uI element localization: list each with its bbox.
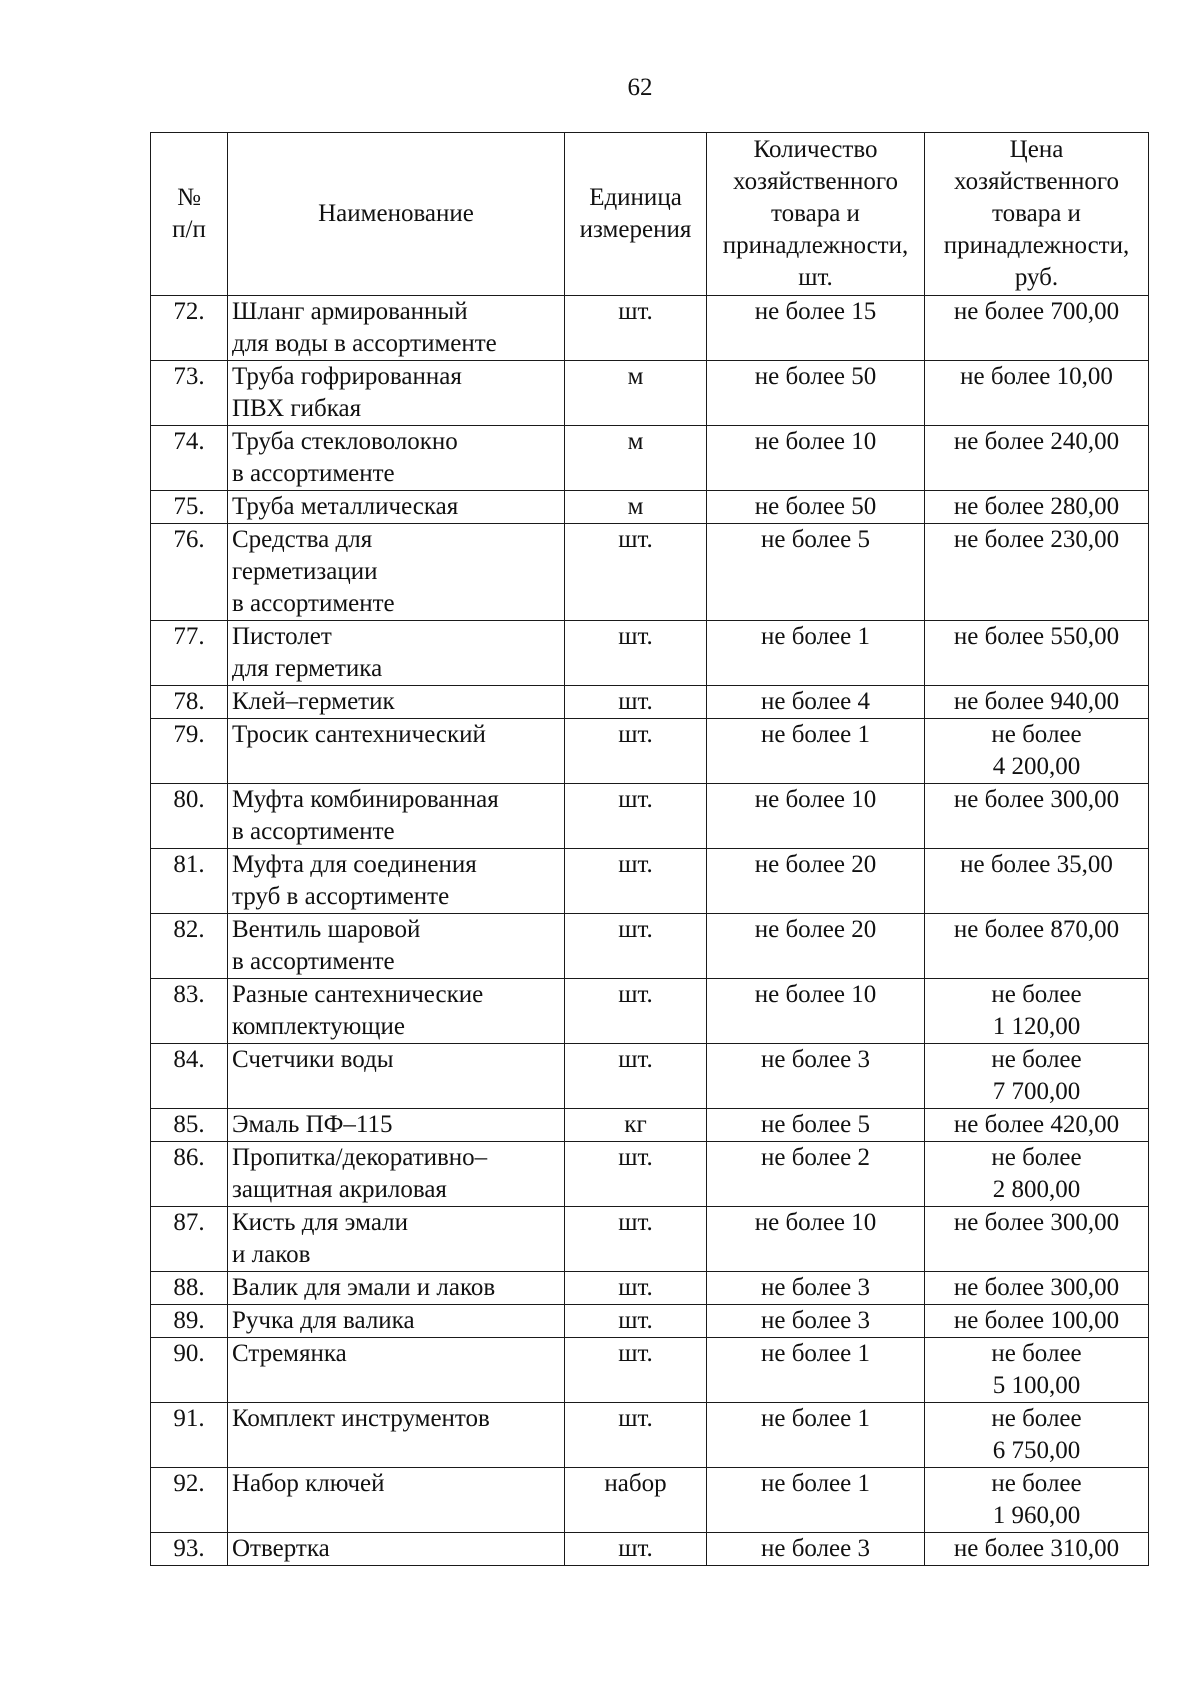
table-row — [151, 1044, 1149, 1109]
row-name: Эмаль ПФ–115 — [228, 1109, 565, 1142]
row-price: не более 1 120,00 — [925, 979, 1149, 1044]
row-price: не более 700,00 — [925, 296, 1149, 361]
row-number: 93. — [151, 1533, 228, 1566]
table-row — [151, 1533, 1149, 1566]
row-quantity: не более 20 — [707, 849, 925, 914]
row-quantity: не более 1 — [707, 621, 925, 686]
row-name: Средства для герметизации в ассортименте — [228, 524, 565, 621]
row-unit: шт. — [565, 979, 707, 1044]
row-number: 82. — [151, 914, 228, 979]
row-unit: шт. — [565, 1533, 707, 1566]
row-quantity: не более 2 — [707, 1142, 925, 1207]
row-price: не более 4 200,00 — [925, 719, 1149, 784]
row-unit: шт. — [565, 1305, 707, 1338]
row-price: не более 280,00 — [925, 491, 1149, 524]
row-quantity: не более 5 — [707, 524, 925, 621]
row-quantity: не более 50 — [707, 491, 925, 524]
row-unit: шт. — [565, 1142, 707, 1207]
row-quantity: не более 10 — [707, 1207, 925, 1272]
row-price: не более 230,00 — [925, 524, 1149, 621]
row-unit: шт. — [565, 784, 707, 849]
header-unit: Единица измерения — [565, 133, 707, 296]
row-quantity: не более 3 — [707, 1305, 925, 1338]
row-quantity: не более 1 — [707, 1338, 925, 1403]
row-number: 83. — [151, 979, 228, 1044]
row-name: Труба металлическая — [228, 491, 565, 524]
row-price: не более 240,00 — [925, 426, 1149, 491]
row-quantity: не более 10 — [707, 784, 925, 849]
row-name: Отвертка — [228, 1533, 565, 1566]
row-price: не более 870,00 — [925, 914, 1149, 979]
table-row — [151, 979, 1149, 1044]
table-row — [151, 719, 1149, 784]
row-quantity: не более 1 — [707, 1468, 925, 1533]
row-name: Пистолет для герметика — [228, 621, 565, 686]
row-number: 80. — [151, 784, 228, 849]
row-price: не более 300,00 — [925, 1207, 1149, 1272]
table-row — [151, 296, 1149, 361]
row-price: не более 5 100,00 — [925, 1338, 1149, 1403]
row-price: не более 1 960,00 — [925, 1468, 1149, 1533]
row-name: Муфта для соединения труб в ассортименте — [228, 849, 565, 914]
header-number: № п/п — [151, 133, 228, 296]
row-unit: м — [565, 491, 707, 524]
row-number: 85. — [151, 1109, 228, 1142]
row-price: не более 7 700,00 — [925, 1044, 1149, 1109]
row-name: Труба стекловолокно в ассортименте — [228, 426, 565, 491]
row-name: Муфта комбинированная в ассортименте — [228, 784, 565, 849]
row-number: 90. — [151, 1338, 228, 1403]
table-row — [151, 621, 1149, 686]
row-quantity: не более 3 — [707, 1533, 925, 1566]
table-header-row — [151, 133, 1149, 296]
row-quantity: не более 50 — [707, 361, 925, 426]
row-unit: м — [565, 361, 707, 426]
row-price: не более 100,00 — [925, 1305, 1149, 1338]
header-name: Наименование — [228, 133, 565, 296]
row-unit: шт. — [565, 1272, 707, 1305]
row-number: 78. — [151, 686, 228, 719]
row-name: Валик для эмали и лаков — [228, 1272, 565, 1305]
row-price: не более 6 750,00 — [925, 1403, 1149, 1468]
row-name: Труба гофрированная ПВХ гибкая — [228, 361, 565, 426]
table-row — [151, 1305, 1149, 1338]
page-number: 62 — [627, 74, 653, 101]
table-row — [151, 1272, 1149, 1305]
row-number: 72. — [151, 296, 228, 361]
table-row — [151, 686, 1149, 719]
row-price: не более 35,00 — [925, 849, 1149, 914]
row-unit: шт. — [565, 1338, 707, 1403]
row-quantity: не более 20 — [707, 914, 925, 979]
row-number: 76. — [151, 524, 228, 621]
row-quantity: не более 1 — [707, 719, 925, 784]
row-name: Комплект инструментов — [228, 1403, 565, 1468]
row-unit: шт. — [565, 719, 707, 784]
row-name: Шланг армированный для воды в ассортименте — [228, 296, 565, 361]
row-number: 79. — [151, 719, 228, 784]
table-row — [151, 784, 1149, 849]
row-unit: шт. — [565, 914, 707, 979]
row-price: не более 300,00 — [925, 1272, 1149, 1305]
table-row — [151, 1207, 1149, 1272]
row-number: 81. — [151, 849, 228, 914]
row-unit: шт. — [565, 849, 707, 914]
row-number: 91. — [151, 1403, 228, 1468]
row-unit: набор — [565, 1468, 707, 1533]
row-price: не более 310,00 — [925, 1533, 1149, 1566]
table-row — [151, 1403, 1149, 1468]
row-name: Кисть для эмали и лаков — [228, 1207, 565, 1272]
row-name: Счетчики воды — [228, 1044, 565, 1109]
row-number: 87. — [151, 1207, 228, 1272]
row-number: 92. — [151, 1468, 228, 1533]
row-name: Пропитка/декоративно– защитная акриловая — [228, 1142, 565, 1207]
table-row — [151, 849, 1149, 914]
row-unit: шт. — [565, 1044, 707, 1109]
row-name: Набор ключей — [228, 1468, 565, 1533]
row-number: 89. — [151, 1305, 228, 1338]
row-unit: кг — [565, 1109, 707, 1142]
table-row — [151, 1468, 1149, 1533]
row-unit: шт. — [565, 1207, 707, 1272]
row-quantity: не более 10 — [707, 426, 925, 491]
row-name: Разные сантехнические комплектующие — [228, 979, 565, 1044]
row-quantity: не более 5 — [707, 1109, 925, 1142]
row-price: не более 550,00 — [925, 621, 1149, 686]
table-row — [151, 1338, 1149, 1403]
row-price: не более 420,00 — [925, 1109, 1149, 1142]
table-row — [151, 1142, 1149, 1207]
row-number: 73. — [151, 361, 228, 426]
row-unit: шт. — [565, 1403, 707, 1468]
table-row — [151, 914, 1149, 979]
row-quantity: не более 3 — [707, 1272, 925, 1305]
table-row — [151, 361, 1149, 426]
row-name: Вентиль шаровой в ассортименте — [228, 914, 565, 979]
row-price: не более 2 800,00 — [925, 1142, 1149, 1207]
row-unit: шт. — [565, 621, 707, 686]
row-quantity: не более 1 — [707, 1403, 925, 1468]
row-unit: шт. — [565, 296, 707, 361]
row-number: 86. — [151, 1142, 228, 1207]
row-number: 84. — [151, 1044, 228, 1109]
table-row — [151, 491, 1149, 524]
table-row — [151, 426, 1149, 491]
header-quantity: Количество хозяйственного товара и принадлежности, шт. — [707, 133, 925, 296]
row-number: 75. — [151, 491, 228, 524]
row-number: 77. — [151, 621, 228, 686]
row-price: не более 300,00 — [925, 784, 1149, 849]
row-unit: шт. — [565, 686, 707, 719]
row-price: не более 10,00 — [925, 361, 1149, 426]
row-number: 88. — [151, 1272, 228, 1305]
row-name: Клей–герметик — [228, 686, 565, 719]
header-price: Цена хозяйственного товара и принадлежности, руб. — [925, 133, 1149, 296]
row-number: 74. — [151, 426, 228, 491]
row-quantity: не более 15 — [707, 296, 925, 361]
row-name: Ручка для валика — [228, 1305, 565, 1338]
goods-table — [150, 132, 1149, 1566]
row-quantity: не более 4 — [707, 686, 925, 719]
row-quantity: не более 10 — [707, 979, 925, 1044]
row-price: не более 940,00 — [925, 686, 1149, 719]
row-unit: м — [565, 426, 707, 491]
table-row — [151, 524, 1149, 621]
table-row — [151, 1109, 1149, 1142]
row-quantity: не более 3 — [707, 1044, 925, 1109]
row-name: Стремянка — [228, 1338, 565, 1403]
row-name: Тросик сантехнический — [228, 719, 565, 784]
row-unit: шт. — [565, 524, 707, 621]
